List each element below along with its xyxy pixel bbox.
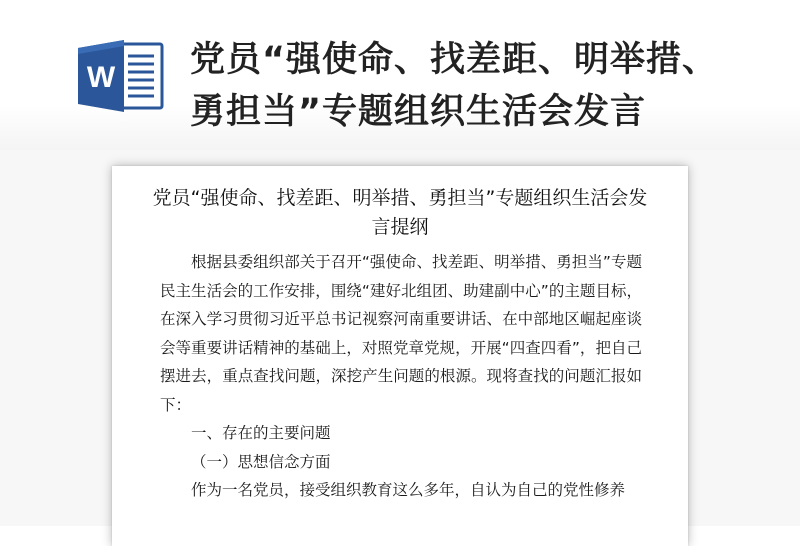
word-icon [76,38,168,114]
word-icon-letter: W [86,61,116,94]
body-paragraph: 作为一名党员，接受组织教育这么多年，自认为自己的党性修养 [191,481,626,499]
document-title: 党员“强使命、找差距、明举措、勇担当”专题组织生活会发言提纲 [152,187,648,238]
document-page [112,166,688,546]
section-heading: 一、存在的主要问题 [191,424,331,442]
banner-title: 党员“强使命、找差距、明举措、勇担当”专题组织生活会发言 [190,40,719,132]
subsection-heading: （一）思想信念方面 [191,452,331,471]
intro-paragraph: 根据县委组织部关于召开“强使命、找差距、明举措、勇担当”专题民主生活会的工作安排，围绕“建好北组团、助建副中心”的主题目标，在深入学习贯彻习近平总书记视察河南重要讲话、在中部地区崛起座谈会等重要讲话精神的基础上，对照党章党规，开展“四查四看”，把自己摆进去，重点查找问题，深挖产生问题的根源。现将查找的问题汇报如下： [160,253,642,414]
header-banner [0,0,800,150]
document-body [160,248,642,505]
